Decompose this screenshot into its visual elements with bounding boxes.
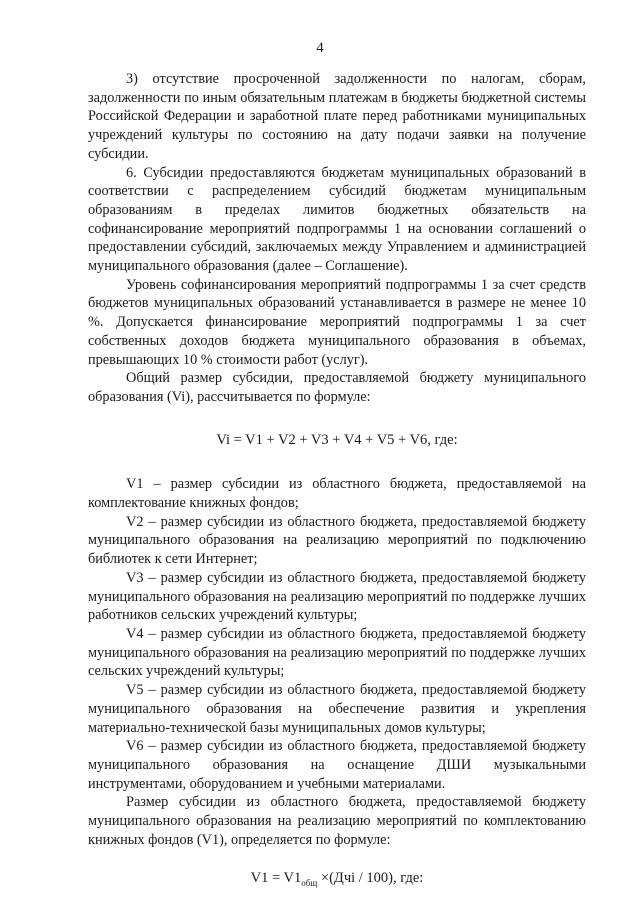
definition-v3: V3 – размер субсидии из областного бюджета, предоставляемой бюджету муниципального образования на реализацию мероприятий по поддержке лучших работников сельских учреждений культуры; (88, 569, 586, 624)
page-number: 4 (316, 40, 324, 56)
definition-v6: V6 – размер субсидии из областного бюджета, предоставляемой бюджету муниципального образования на оснащение ДШИ музыкальными инструментами, оборудованием и учебными материалами. (88, 738, 586, 792)
formula-v1 (88, 869, 586, 893)
paragraph-cofinancing: Уровень софинансирования мероприятий подпрограммы 1 за счет средств бюджетов муниципальных образований устанавливается в размере не менее 10 %. Допускается финансирование мероприятий подпрограммы 1 за счет собственных доходов бюджета муниципального образования в объемах, превышающих 10 % стоимости работ (услуг). (88, 276, 586, 368)
formula-v1-subscript: общ (301, 878, 318, 889)
formula-total: Vi = V1 + V2 + V3 + V4 + V5 + V6, где: (216, 431, 458, 448)
paragraph-condition-3: 3) отсутствие просроченной задолженности по налогам, сборам, задолженности по иным обязательным платежам в бюджеты бюджетной системы Российской Федерации и заработной плате перед работниками муниципальных учреждений культуры по состоянию на дату подачи заявки на получение субсидии. (88, 71, 586, 162)
definition-v4: V4 – размер субсидии из областного бюджета, предоставляемой бюджету муниципального образования на реализацию мероприятий по поддержке лучших сельских учреждений культуры; (88, 625, 586, 680)
paragraph-section-6: 6. Субсидии предоставляются бюджетам муниципальных образований в соответствии с распределением субсидий бюджетам муниципальным образованиям в пределах лимитов бюджетных обязательств на софинансирование мероприятий подпрограммы 1 на основании соглашений о предоставлении субсидий, заключаемых между Управлением и администрацией муниципального образования (далее – Соглашение). (88, 164, 586, 275)
formula-v1-rhs: ×(Дчi / 100), где: (317, 870, 424, 887)
definition-v5: V5 – размер субсидии из областного бюджета, предоставляемой бюджету муниципального образования на обеспечение развития и укрепления материально-технической базы муниципальных домов культуры; (88, 682, 586, 736)
paragraph-v1-size: Размер субсидии из областного бюджета, предоставляемой бюджету муниципального образования на реализацию мероприятий по комплектованию книжных фондов (V1), определяется по формуле: (88, 794, 586, 848)
formula-v1-lhs: V1 = V1 (250, 870, 302, 887)
definition-v2: V2 – размер субсидии из областного бюджета, предоставляемой бюджету муниципального образования на реализацию мероприятий по подключению библиотек к сети Интернет; (88, 513, 586, 568)
document-body (88, 70, 586, 893)
paragraph-total-subsidy: Общий размер субсидии, предоставляемой бюджету муниципального образования (Vi), рассчитывается по формуле: (88, 370, 586, 405)
definition-v1: V1 – размер субсидии из областного бюджета, предоставляемой на комплектование книжных фондов; (88, 476, 586, 512)
